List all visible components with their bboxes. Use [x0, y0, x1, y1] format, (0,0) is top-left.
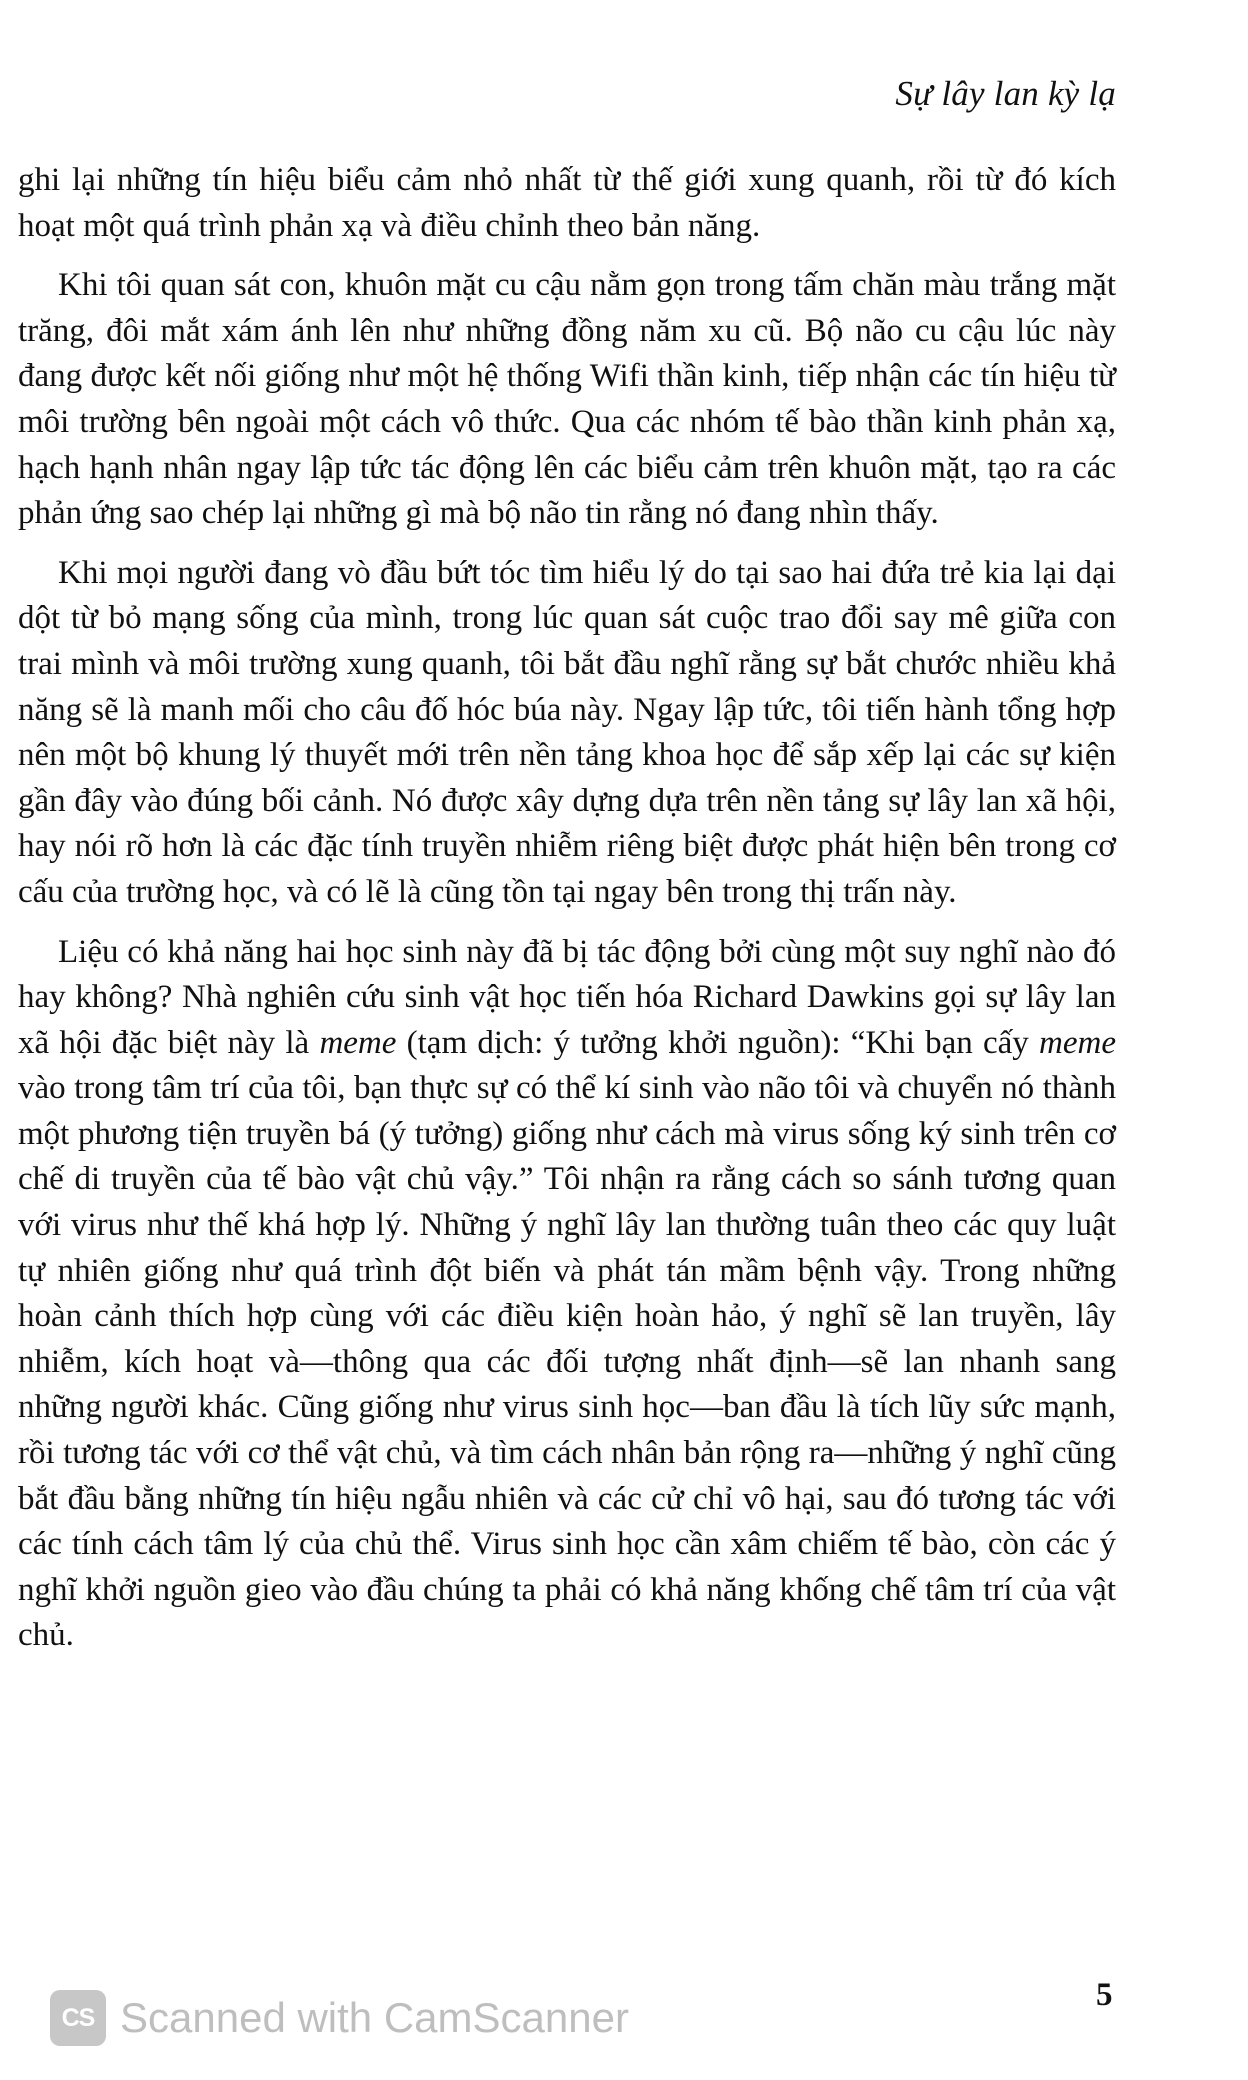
running-head-title: Sự lây lan kỳ lạ: [895, 74, 1116, 113]
paragraph: [18, 263, 1116, 537]
text-run: vào trong tâm trí của tôi, bạn thực sự có thể kí sinh vào não tôi và chuyển nó thành một phương tiện truyền bá (ý tưởng) giống như cách mà virus sống ký sinh trên cơ chế di truyền của tế bào vật chủ vậy.” Tôi nhận ra rằng cách so sánh tương quan với virus như thế khá hợp lý. Những ý nghĩ lây lan thường tuân theo các quy luật tự nhiên giống như quá trình đột biến và phát tán mầm bệnh vậy. Trong những hoàn cảnh thích hợp cùng với các điều kiện hoàn hảo, ý nghĩ sẽ lan truyền, lây nhiễm, kích hoạt và—thông qua các đối tượng nhất định—sẽ lan nhanh sang những người khác. Cũng giống như virus sinh học—ban đầu là tích lũy sức mạnh, rồi tương tác với cơ thể vật chủ, và tìm cách nhân bản rộng ra—những ý nghĩ cũng bắt đầu bằng những tín hiệu ngẫu nhiên và các cử chỉ vô hại, sau đó tương tác với các tính cách tâm lý của chủ thể. Virus sinh học cần xâm chiếm tế bào, còn các ý nghĩ khởi nguồn gieo vào đầu chúng ta phải có khả năng khống chế tâm trí của vật chủ.: [18, 1070, 1116, 1654]
italic-term-meme: meme: [1039, 1024, 1116, 1061]
italic-term-meme: meme: [319, 1024, 397, 1061]
text-run: Liệu có khả năng hai học sinh này đã bị tác động bởi cùng một suy nghĩ nào đó hay không? Nhà nghiên cứu sinh vật học tiến hóa Richard Dawkins gọi sự lây lan xã hội đặc biệt này là: [18, 933, 1116, 1061]
camscanner-logo-text: CS: [61, 2003, 95, 2032]
text-run: ghi lại những tín hiệu biểu cảm nhỏ nhất từ thế giới xung quanh, rồi từ đó kích hoạt một quá trình phản xạ và điều chỉnh theo bản năng.: [18, 162, 1116, 244]
text-run: Khi mọi người đang vò đầu bứt tóc tìm hiểu lý do tại sao hai đứa trẻ kia lại dại dột từ bỏ mạng sống của mình, trong lúc quan sát cuộc trao đổi say mê giữa con trai mình và môi trường xung quanh, tôi bắt đầu nghĩ rằng sự bắt chước nhiều khả năng sẽ là manh mối cho câu đố hóc búa này. Ngay lập tức, tôi tiến hành tổng hợp nên một bộ khung lý thuyết mới trên nền tảng khoa học để sắp xếp lại các sự kiện gần đây vào đúng bối cảnh. Nó được xây dựng dựa trên nền tảng sự lây lan xã hội, hay nói rõ hơn là các đặc tính truyền nhiễm riêng biệt được phát hiện bên trong cơ cấu của trường học, và có lẽ là cũng tồn tại ngay bên trong thị trấn này.: [18, 554, 1116, 910]
paragraph: [18, 551, 1116, 916]
text-run: (tạm dịch: ý tưởng khởi nguồn): “Khi bạn cấy: [396, 1024, 1040, 1061]
page-number: 5: [1096, 1977, 1113, 2013]
paragraph: [18, 930, 1116, 1660]
camscanner-logo-icon: [50, 1990, 106, 2046]
paragraph-continuation: [18, 158, 1116, 249]
text-run: Khi tôi quan sát con, khuôn mặt cu cậu nằm gọn trong tấm chăn màu trắng mặt trăng, đôi mắt xám ánh lên như những đồng năm xu cũ. Bộ não cu cậu lúc này đang được kết nối giống như một hệ thống Wifi thần kinh, tiếp nhận các tín hiệu từ môi trường bên ngoài một cách vô thức. Qua các nhóm tế bào thần kinh phản xạ, hạch hạnh nhân ngay lập tức tác động lên các biểu cảm trên khuôn mặt, tạo ra các phản ứng sao chép lại những gì mà bộ não tin rằng nó đang nhìn thấy.: [18, 267, 1116, 532]
watermark-text: Scanned with CamScanner: [120, 1994, 629, 2041]
camscanner-watermark: [50, 1990, 629, 2046]
body-text: [18, 158, 1116, 1673]
